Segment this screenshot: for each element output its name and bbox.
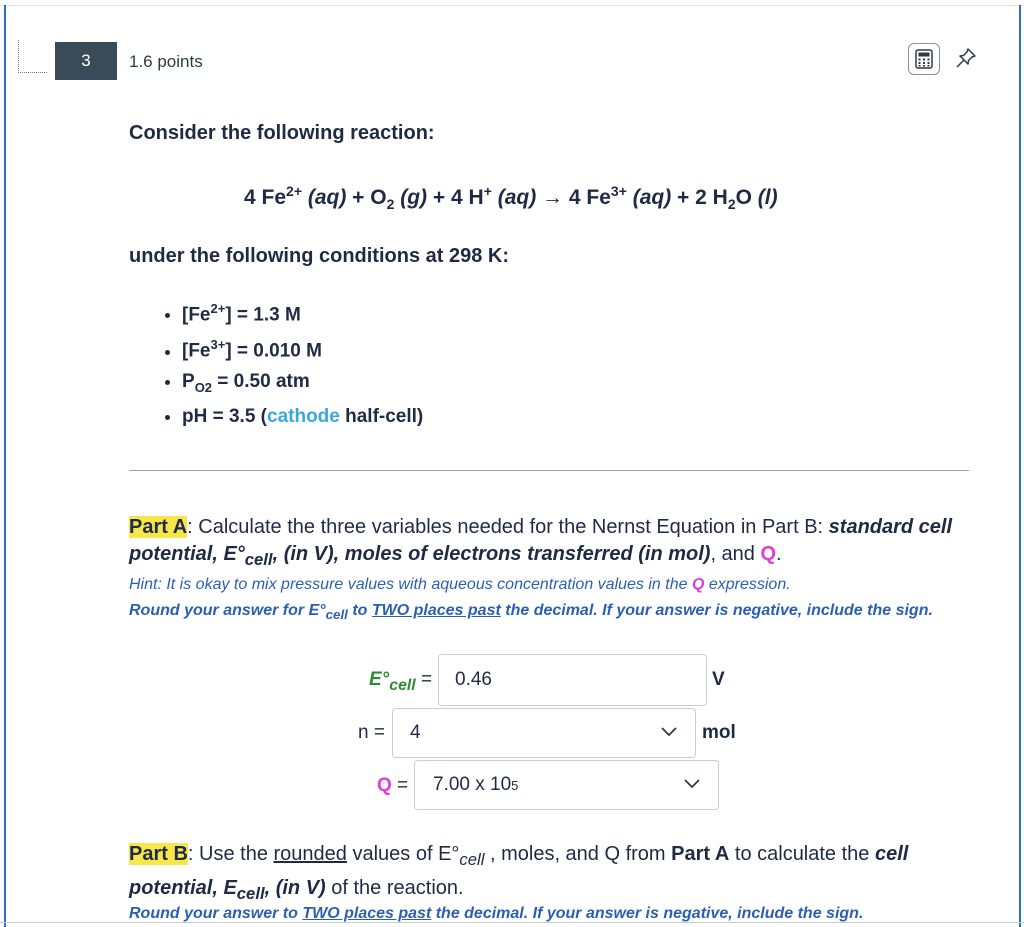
prompt-heading: Consider the following reaction: xyxy=(129,122,435,144)
conditions-list xyxy=(160,294,423,432)
n-select[interactable]: 4 xyxy=(392,708,696,758)
chevron-down-icon xyxy=(661,727,677,737)
condition-fe3: • $[Fe^{3+}] = 0.010$ M xyxy=(182,330,423,366)
section-divider xyxy=(129,470,969,471)
part-a-instructions: Part A: Calculate the three variables needed for the Nernst Equation in Part B: standard cell potential, $E^\circ_{cell}$, (in V), moles of electrons transferred (in mol), and Q. xyxy=(129,516,953,569)
condition-po2: • $P_{O2} = 0.50$ atm xyxy=(182,367,423,403)
n-unit: mol xyxy=(702,722,736,743)
n-label: n = xyxy=(358,722,385,743)
chevron-down-icon xyxy=(684,779,700,789)
pin-button[interactable] xyxy=(952,44,980,72)
top-border xyxy=(0,5,1024,6)
calculator-button[interactable] xyxy=(908,43,940,75)
part-a-hint: Hint: It is okay to mix pressure values with aqueous concentration values in the Q expression. xyxy=(129,576,791,593)
ecell-unit: V xyxy=(712,669,725,690)
part-b-rounding-note: Round your answer to TWO places past the decimal. If your answer is negative, include the sign. xyxy=(129,905,864,922)
part-b-instructions: Part B: Use the rounded values of $E^\circ_{cell}$ , moles, and Q from Part A to calculate the cell potential, $E_{cell}$, (in V) of the reaction. xyxy=(129,843,909,903)
question-number: 3 xyxy=(55,42,117,80)
ecell-input[interactable]: 0.46 xyxy=(438,654,707,706)
left-border xyxy=(4,5,6,927)
ecell-label: $E^\circ_{cell}$ = xyxy=(369,669,433,694)
q-label: Q = xyxy=(377,775,409,796)
corner-marker xyxy=(18,40,47,73)
question-points: 1.6 points xyxy=(129,52,203,71)
calculator-icon xyxy=(915,49,933,69)
condition-ph: • pH = 3.5 (cathode half-cell) xyxy=(182,402,423,432)
conditions-heading: under the following conditions at 298 K: xyxy=(129,245,510,267)
condition-fe2: • $[Fe^{2+}] = 1.3$ M xyxy=(182,294,423,330)
pin-icon xyxy=(954,46,978,70)
q-select[interactable]: 7.00 x 10 5 xyxy=(414,760,719,810)
part-a-rounding-note: Round your answer for $E^\circ_{cell}$ to TWO places past the decimal. If your answer is negative, include the sign. xyxy=(129,602,933,623)
reaction-equation: 4 $Fe^{2+}$ $(aq) + O_2$ (g) + 4 H+ (aq) → 4 $Fe^{3+}$ (aq) + 2 $H_2O$ (l) xyxy=(244,183,778,213)
right-border xyxy=(1019,5,1021,927)
